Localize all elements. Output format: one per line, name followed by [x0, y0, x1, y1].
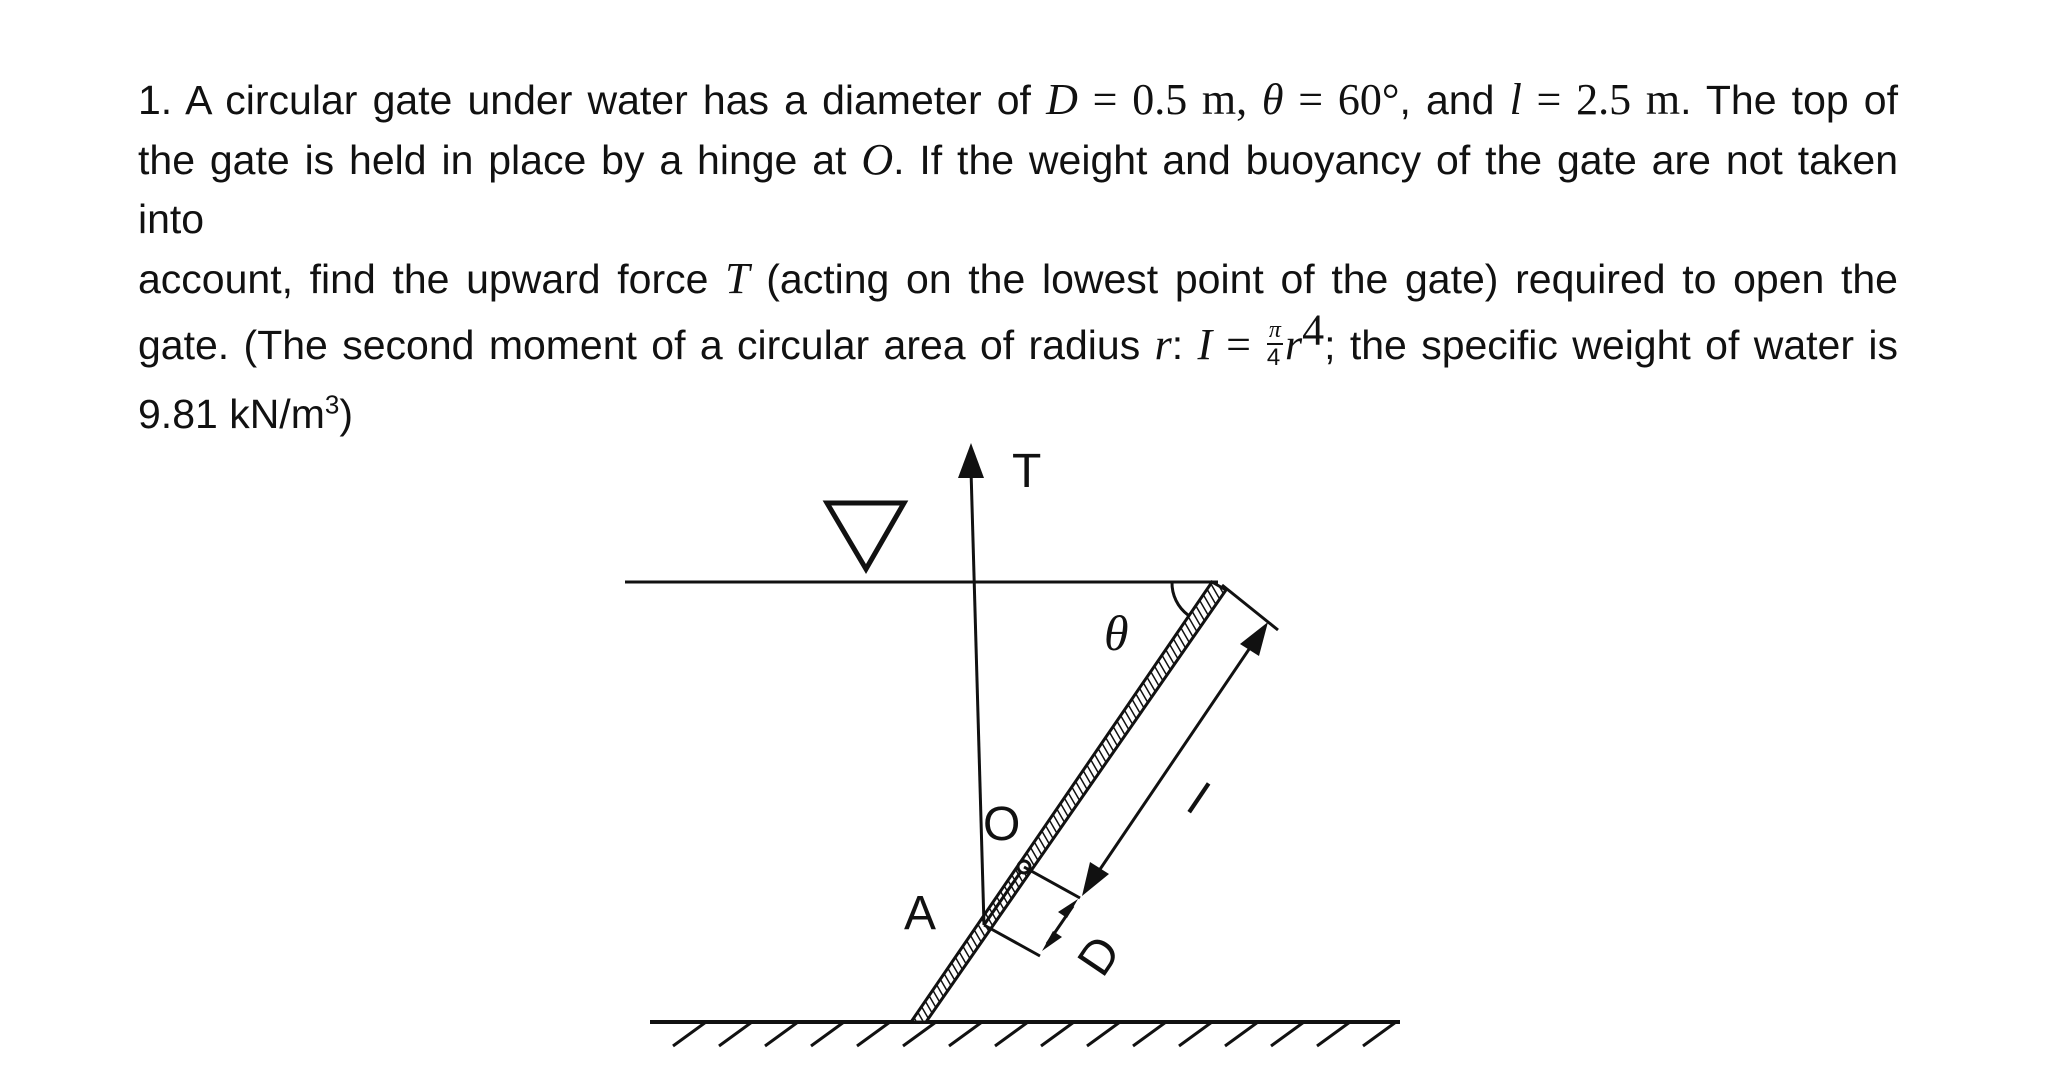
text-segment: , and: [1399, 77, 1510, 123]
value-l: = 2.5 m: [1521, 75, 1681, 124]
dimension-l-extension: [1222, 585, 1278, 630]
label-theta: θ: [1104, 605, 1129, 661]
fraction-numerator: π: [1268, 317, 1281, 344]
equals-sign: =: [1212, 320, 1265, 369]
text-segment: . If the weight and buoyancy of the gate are not taken into: [138, 137, 1898, 242]
dimension-l-arrow-bottom: [1082, 862, 1109, 896]
symbol-I: I: [1197, 320, 1213, 369]
water-surface-symbol: [827, 503, 904, 569]
dimension-l-line: [1088, 633, 1260, 887]
label-T: T: [1012, 445, 1042, 498]
text-segment: the gate is held in place by a hinge at: [138, 137, 862, 183]
label-l: l: [1178, 774, 1218, 825]
dimension-D-arrow-bottom: [1042, 931, 1062, 951]
text-segment: gate. (The second moment of a circular area of radius: [138, 322, 1155, 368]
gate-D-extension-top: [1024, 867, 1080, 898]
exponent: 4: [1302, 305, 1325, 355]
text-segment: 1. A circular gate under water has a diameter of: [138, 77, 1047, 123]
text-segment: 9.81 kN/m: [138, 391, 325, 438]
symbol-r: r: [1154, 320, 1172, 369]
text-segment: (acting on the lowest point of the gate) required to open the: [749, 256, 1898, 302]
symbol-r: r: [1284, 320, 1303, 369]
force-T-line: [971, 470, 984, 925]
label-D: D: [1067, 926, 1132, 986]
symbol-D: D: [1046, 75, 1078, 124]
theta-angle-arc: [1172, 582, 1188, 615]
text-segment: account, find the upward force: [138, 256, 726, 302]
ground-hatching: [673, 1022, 1396, 1046]
symbol-O: O: [861, 135, 894, 184]
symbol-l: l: [1509, 75, 1522, 124]
symbol-T: T: [725, 254, 750, 303]
dimension-D-arrow-top: [1058, 899, 1078, 918]
text-segment: . The top of: [1680, 77, 1899, 123]
fraction-denominator: 4: [1266, 344, 1281, 372]
text-segment: ): [339, 391, 353, 438]
gate-D-extension-bottom: [984, 925, 1040, 956]
label-A: A: [904, 887, 937, 940]
value-theta: = 60°: [1283, 75, 1400, 124]
force-T-arrowhead: [958, 443, 984, 478]
text-segment: ; the specific weight of water is: [1324, 322, 1898, 368]
label-O: O: [983, 798, 1021, 851]
dimension-l-arrow-top: [1240, 622, 1268, 656]
exponent: 3: [324, 389, 340, 420]
text-segment: :: [1171, 322, 1198, 368]
value-D: = 0.5 m,: [1077, 75, 1262, 124]
symbol-theta: θ: [1261, 75, 1284, 124]
gate-segment-AO: [984, 867, 1024, 925]
